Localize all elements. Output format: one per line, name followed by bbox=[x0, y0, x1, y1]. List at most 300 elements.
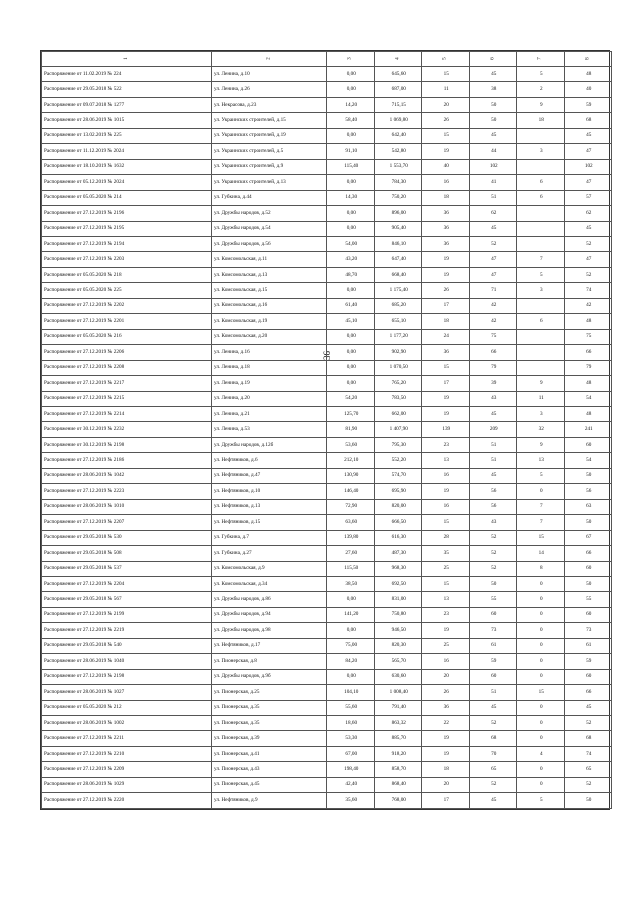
value-cell bbox=[374, 128, 422, 143]
address-cell bbox=[212, 731, 327, 746]
cell-text: 7 bbox=[539, 503, 543, 510]
cell-text: ул. Нефтяников, д.17 bbox=[214, 642, 261, 649]
value-cell bbox=[374, 298, 422, 313]
cell-text: 18 bbox=[443, 317, 449, 324]
header-label: 8 bbox=[584, 57, 591, 61]
cell-text: ул. Комсомольская, д.16 bbox=[214, 302, 268, 309]
table-row bbox=[42, 561, 612, 576]
document-cell bbox=[42, 128, 212, 143]
value-cell bbox=[327, 314, 375, 329]
cell-text: 5 bbox=[539, 797, 543, 804]
cell-text: 15 bbox=[538, 534, 544, 541]
table-row bbox=[42, 546, 612, 561]
cell-text: 0,00 bbox=[346, 209, 356, 216]
cell-text: 885,70 bbox=[391, 735, 406, 742]
cell-text: Распоряжение от 29.05.2018 № 522 bbox=[44, 86, 122, 93]
table-row bbox=[42, 283, 612, 298]
table-row bbox=[42, 360, 612, 375]
value-cell bbox=[327, 638, 375, 653]
cell-text: 863,32 bbox=[391, 719, 406, 726]
cell-text: 52 bbox=[586, 781, 592, 788]
cell-text: 55,60 bbox=[345, 704, 358, 711]
cell-text: Распоряжение от 30.12.2019 № 2198 bbox=[44, 441, 125, 448]
value-cell bbox=[564, 391, 612, 406]
table-row bbox=[42, 437, 612, 452]
value-cell bbox=[517, 422, 565, 437]
cell-text: Распоряжение от 27.12.2019 № 2203 bbox=[44, 256, 125, 263]
cell-text: 50 bbox=[586, 797, 592, 804]
cell-text: 905,40 bbox=[391, 225, 406, 232]
cell-text: 75 bbox=[586, 333, 592, 340]
document-cell bbox=[42, 267, 212, 282]
cell-text: 820,30 bbox=[391, 642, 406, 649]
value-cell bbox=[374, 314, 422, 329]
cell-text: 60 bbox=[491, 673, 497, 680]
value-cell bbox=[374, 190, 422, 205]
value-cell bbox=[422, 360, 470, 375]
cell-text: ул. Украинских строителей, д.9 bbox=[214, 163, 284, 170]
value-cell bbox=[422, 453, 470, 468]
cell-text: 40 bbox=[443, 163, 449, 170]
value-cell bbox=[374, 113, 422, 128]
address-cell bbox=[212, 546, 327, 561]
value-cell bbox=[327, 206, 375, 221]
cell-text: 79 bbox=[491, 364, 497, 371]
value-cell bbox=[469, 654, 517, 669]
value-cell bbox=[422, 623, 470, 638]
cell-text: ул. Губкина, д.7 bbox=[214, 534, 250, 541]
cell-text: 75 bbox=[491, 333, 497, 340]
cell-text: 666,50 bbox=[391, 518, 406, 525]
value-cell bbox=[469, 700, 517, 715]
value-cell bbox=[374, 345, 422, 360]
value-cell bbox=[327, 716, 375, 731]
value-cell bbox=[422, 561, 470, 576]
value-cell bbox=[469, 298, 517, 313]
cell-text: ул. Пионерская, д.39 bbox=[214, 735, 260, 742]
cell-text: 552,20 bbox=[391, 456, 406, 463]
document-cell bbox=[42, 345, 212, 360]
cell-text: 19 bbox=[443, 147, 449, 154]
table-row bbox=[42, 669, 612, 684]
cell-text: 50 bbox=[586, 580, 592, 587]
document-cell bbox=[42, 453, 212, 468]
cell-text: 5 bbox=[539, 472, 543, 479]
table-row bbox=[42, 406, 612, 421]
document-cell bbox=[42, 561, 212, 576]
cell-text: 0 bbox=[539, 626, 543, 633]
cell-text: 125,70 bbox=[344, 410, 359, 417]
cell-text: ул. Губкина, д.27 bbox=[214, 549, 252, 556]
document-cell bbox=[42, 762, 212, 777]
value-cell bbox=[517, 206, 565, 221]
cell-text: 18,60 bbox=[345, 719, 358, 726]
cell-text: 23 bbox=[443, 441, 449, 448]
value-cell bbox=[564, 175, 612, 190]
cell-text: 19 bbox=[443, 750, 449, 757]
value-cell bbox=[422, 422, 470, 437]
table-row bbox=[42, 144, 612, 159]
table-row bbox=[42, 777, 612, 792]
value-cell bbox=[327, 113, 375, 128]
value-cell bbox=[327, 515, 375, 530]
table-row bbox=[42, 685, 612, 700]
value-cell bbox=[517, 391, 565, 406]
cell-text: 42,40 bbox=[345, 781, 358, 788]
cell-text: 75,00 bbox=[345, 642, 358, 649]
table-row bbox=[42, 484, 612, 499]
cell-text: 58,40 bbox=[345, 116, 358, 123]
value-cell bbox=[327, 329, 375, 344]
cell-text: 784,30 bbox=[391, 178, 406, 185]
cell-text: 209 bbox=[489, 426, 498, 433]
address-cell bbox=[212, 592, 327, 607]
value-cell bbox=[469, 530, 517, 545]
cell-text: 1 177,20 bbox=[389, 333, 408, 340]
table-row bbox=[42, 746, 612, 761]
value-cell bbox=[422, 654, 470, 669]
value-cell bbox=[374, 82, 422, 97]
value-cell bbox=[517, 298, 565, 313]
cell-text: 3 bbox=[539, 286, 543, 293]
cell-text: 2 bbox=[539, 86, 543, 93]
cell-text: ул. Пионерская, д.41 bbox=[214, 750, 260, 757]
value-cell bbox=[422, 267, 470, 282]
cell-text: Распоряжение от 27.12.2019 № 2201 bbox=[44, 317, 125, 324]
cell-text: ул. Нефтяников, д.9 bbox=[214, 797, 258, 804]
value-cell bbox=[422, 82, 470, 97]
cell-text: 19 bbox=[443, 395, 449, 402]
cell-text: ул. Дружбы народов, д.94 bbox=[214, 611, 271, 618]
cell-text: 48 bbox=[586, 70, 592, 77]
value-cell bbox=[469, 623, 517, 638]
cell-text: 56 bbox=[491, 487, 497, 494]
cell-text: 820,00 bbox=[391, 503, 406, 510]
cell-text: 1 008,40 bbox=[389, 688, 408, 695]
table-row bbox=[42, 67, 612, 82]
value-cell bbox=[517, 700, 565, 715]
cell-text: 47 bbox=[586, 147, 592, 154]
value-cell bbox=[564, 298, 612, 313]
cell-text: ул. Ленина, д.16 bbox=[214, 348, 250, 355]
cell-text: 73 bbox=[586, 626, 592, 633]
cell-text: 60 bbox=[586, 441, 592, 448]
cell-text: ул. Пионерская, д.35 bbox=[214, 719, 260, 726]
value-cell bbox=[374, 546, 422, 561]
cell-text: 19 bbox=[443, 626, 449, 633]
cell-text: 43 bbox=[491, 518, 497, 525]
address-cell bbox=[212, 561, 327, 576]
value-cell bbox=[469, 685, 517, 700]
cell-text: 16 bbox=[443, 472, 449, 479]
value-cell bbox=[564, 654, 612, 669]
address-cell bbox=[212, 406, 327, 421]
address-cell bbox=[212, 700, 327, 715]
value-cell bbox=[422, 746, 470, 761]
cell-text: 60 bbox=[491, 611, 497, 618]
address-cell bbox=[212, 623, 327, 638]
table-row bbox=[42, 206, 612, 221]
cell-text: 54,00 bbox=[345, 240, 358, 247]
cell-text: 50 bbox=[491, 101, 497, 108]
cell-text: 542,80 bbox=[391, 147, 406, 154]
value-cell bbox=[327, 422, 375, 437]
value-cell bbox=[374, 267, 422, 282]
table-row bbox=[42, 700, 612, 715]
cell-text: 768,00 bbox=[391, 797, 406, 804]
cell-text: 45 bbox=[491, 410, 497, 417]
value-cell bbox=[564, 283, 612, 298]
value-cell bbox=[327, 530, 375, 545]
table-row bbox=[42, 654, 612, 669]
cell-text: 52 bbox=[491, 240, 497, 247]
value-cell bbox=[469, 376, 517, 391]
cell-text: 27,60 bbox=[345, 549, 358, 556]
table-row bbox=[42, 422, 612, 437]
cell-text: Распоряжение от 27.12.2019 № 2217 bbox=[44, 379, 125, 386]
value-cell bbox=[517, 468, 565, 483]
address-cell bbox=[212, 175, 327, 190]
cell-text: 70 bbox=[491, 750, 497, 757]
address-cell bbox=[212, 252, 327, 267]
cell-text: 47 bbox=[491, 271, 497, 278]
value-cell bbox=[422, 406, 470, 421]
cell-text: ул. Дружбы народов, д.12б bbox=[214, 441, 274, 448]
cell-text: 795,30 bbox=[391, 441, 406, 448]
document-cell bbox=[42, 484, 212, 499]
cell-text: 645,60 bbox=[391, 70, 406, 77]
cell-text: 15 bbox=[443, 364, 449, 371]
value-cell bbox=[422, 190, 470, 205]
value-cell bbox=[469, 128, 517, 143]
cell-text: Распоряжение от 27.12.2019 № 2199 bbox=[44, 611, 125, 618]
cell-text: ул. Дружбы народов, д.56 bbox=[214, 240, 271, 247]
cell-text: Распоряжение от 28.06.2019 № 1027 bbox=[44, 688, 125, 695]
value-cell bbox=[564, 561, 612, 576]
cell-text: 662,00 bbox=[391, 410, 406, 417]
value-cell bbox=[327, 499, 375, 514]
table-header-row bbox=[42, 52, 612, 67]
cell-text: 45 bbox=[491, 797, 497, 804]
cell-text: 61 bbox=[491, 642, 497, 649]
cell-text: 24 bbox=[443, 333, 449, 340]
cell-text: 695,90 bbox=[391, 487, 406, 494]
cell-text: 28 bbox=[443, 534, 449, 541]
value-cell bbox=[422, 113, 470, 128]
value-cell bbox=[564, 700, 612, 715]
value-cell bbox=[517, 623, 565, 638]
value-cell bbox=[422, 159, 470, 174]
document-cell bbox=[42, 716, 212, 731]
value-cell bbox=[469, 561, 517, 576]
cell-text: 50 bbox=[586, 518, 592, 525]
cell-text: 115,40 bbox=[344, 163, 359, 170]
address-cell bbox=[212, 638, 327, 653]
cell-text: 91,10 bbox=[345, 147, 358, 154]
cell-text: ул. Украинских строителей, д.19 bbox=[214, 132, 286, 139]
cell-text: 0 bbox=[539, 596, 543, 603]
value-cell bbox=[422, 669, 470, 684]
address-cell bbox=[212, 314, 327, 329]
cell-text: 16 bbox=[443, 178, 449, 185]
value-cell bbox=[422, 700, 470, 715]
document-cell bbox=[42, 97, 212, 112]
cell-text: 54 bbox=[586, 395, 592, 402]
cell-text: Распоряжение от 13.02.2019 № 225 bbox=[44, 132, 122, 139]
cell-text: ул. Пионерская, д.25 bbox=[214, 688, 260, 695]
value-cell bbox=[374, 236, 422, 251]
cell-text: ул. Губкина, д.44 bbox=[214, 194, 252, 201]
cell-text: 25 bbox=[443, 642, 449, 649]
value-cell bbox=[422, 252, 470, 267]
table-row bbox=[42, 159, 612, 174]
cell-text: 71 bbox=[491, 286, 497, 293]
value-cell bbox=[469, 391, 517, 406]
value-cell bbox=[517, 515, 565, 530]
cell-text: 38 bbox=[491, 86, 497, 93]
cell-text: 53,30 bbox=[345, 735, 358, 742]
cell-text: 36 bbox=[443, 209, 449, 216]
cell-text: 0,00 bbox=[346, 286, 356, 293]
header-cell bbox=[564, 52, 612, 67]
cell-text: Распоряжение от 05.05.2020 № 212 bbox=[44, 704, 122, 711]
value-cell bbox=[517, 406, 565, 421]
value-cell bbox=[517, 221, 565, 236]
value-cell bbox=[327, 561, 375, 576]
value-cell bbox=[564, 499, 612, 514]
value-cell bbox=[564, 314, 612, 329]
table-row bbox=[42, 607, 612, 622]
cell-text: 36 bbox=[443, 240, 449, 247]
value-cell bbox=[469, 468, 517, 483]
table-row bbox=[42, 236, 612, 251]
table-row bbox=[42, 793, 612, 809]
cell-text: 946,50 bbox=[391, 626, 406, 633]
cell-text: 52 bbox=[491, 549, 497, 556]
document-cell bbox=[42, 793, 212, 809]
value-cell bbox=[327, 762, 375, 777]
cell-text: 52 bbox=[491, 534, 497, 541]
cell-text: 47 bbox=[586, 256, 592, 263]
value-cell bbox=[517, 546, 565, 561]
cell-text: 687,00 bbox=[391, 86, 406, 93]
value-cell bbox=[422, 685, 470, 700]
value-cell bbox=[564, 267, 612, 282]
table-row bbox=[42, 515, 612, 530]
cell-text: 63 bbox=[586, 503, 592, 510]
cell-text: ул. Комсомольская, д.19 bbox=[214, 317, 268, 324]
value-cell bbox=[564, 360, 612, 375]
cell-text: 0 bbox=[539, 642, 543, 649]
cell-text: 7 bbox=[539, 518, 543, 525]
document-cell bbox=[42, 144, 212, 159]
cell-text: 14 bbox=[538, 549, 544, 556]
document-cell bbox=[42, 329, 212, 344]
value-cell bbox=[469, 716, 517, 731]
address-cell bbox=[212, 746, 327, 761]
address-cell bbox=[212, 607, 327, 622]
document-cell bbox=[42, 175, 212, 190]
cell-text: 51 bbox=[491, 688, 497, 695]
cell-text: 48 bbox=[586, 317, 592, 324]
value-cell bbox=[374, 762, 422, 777]
cell-text: 846,10 bbox=[391, 240, 406, 247]
cell-text: ул. Ленина, д.26 bbox=[214, 86, 250, 93]
value-cell bbox=[469, 638, 517, 653]
address-cell bbox=[212, 67, 327, 82]
cell-text: ул. Пионерская, д.45 bbox=[214, 781, 260, 788]
cell-text: 55 bbox=[491, 596, 497, 603]
value-cell bbox=[374, 515, 422, 530]
address-cell bbox=[212, 128, 327, 143]
value-cell bbox=[564, 685, 612, 700]
cell-text: 102 bbox=[489, 163, 498, 170]
value-cell bbox=[374, 406, 422, 421]
header-label: 6 bbox=[489, 57, 496, 61]
address-cell bbox=[212, 144, 327, 159]
document-cell bbox=[42, 546, 212, 561]
cell-text: Распоряжение от 27.12.2019 № 2206 bbox=[44, 348, 125, 355]
value-cell bbox=[564, 144, 612, 159]
value-cell bbox=[564, 190, 612, 205]
table-row bbox=[42, 113, 612, 128]
value-cell bbox=[517, 128, 565, 143]
cell-text: 39 bbox=[491, 379, 497, 386]
cell-text: 0 bbox=[539, 673, 543, 680]
address-cell bbox=[212, 267, 327, 282]
cell-text: 17 bbox=[443, 302, 449, 309]
address-cell bbox=[212, 654, 327, 669]
value-cell bbox=[564, 329, 612, 344]
cell-text: 1 407,90 bbox=[389, 426, 408, 433]
value-cell bbox=[422, 97, 470, 112]
cell-text: 6 bbox=[539, 178, 543, 185]
cell-text: 50 bbox=[491, 116, 497, 123]
value-cell bbox=[517, 376, 565, 391]
address-cell bbox=[212, 97, 327, 112]
address-cell bbox=[212, 499, 327, 514]
cell-text: 630,60 bbox=[391, 673, 406, 680]
cell-text: ул. Пионерская, д.8 bbox=[214, 657, 257, 664]
value-cell bbox=[564, 453, 612, 468]
value-cell bbox=[564, 530, 612, 545]
cell-text: ул. Нефтяников, д.6 bbox=[214, 456, 258, 463]
address-cell bbox=[212, 515, 327, 530]
value-cell bbox=[422, 236, 470, 251]
value-cell bbox=[327, 685, 375, 700]
document-cell bbox=[42, 190, 212, 205]
value-cell bbox=[422, 376, 470, 391]
value-cell bbox=[422, 793, 470, 809]
table-row bbox=[42, 267, 612, 282]
value-cell bbox=[469, 360, 517, 375]
header-cell bbox=[327, 52, 375, 67]
table-row bbox=[42, 576, 612, 591]
page-number: 36 bbox=[322, 351, 332, 360]
value-cell bbox=[517, 67, 565, 82]
cell-text: Распоряжение от 11.12.2019 № 2024 bbox=[44, 147, 124, 154]
cell-text: Распоряжение от 28.06.2019 № 1029 bbox=[44, 781, 125, 788]
cell-text: 18 bbox=[443, 194, 449, 201]
cell-text: 692,50 bbox=[391, 580, 406, 587]
cell-text: Распоряжение от 27.12.2019 № 2208 bbox=[44, 364, 125, 371]
cell-text: 902,90 bbox=[391, 348, 406, 355]
value-cell bbox=[517, 669, 565, 684]
value-cell bbox=[327, 97, 375, 112]
cell-text: 0 bbox=[539, 611, 543, 618]
value-cell bbox=[327, 437, 375, 452]
value-cell bbox=[469, 82, 517, 97]
